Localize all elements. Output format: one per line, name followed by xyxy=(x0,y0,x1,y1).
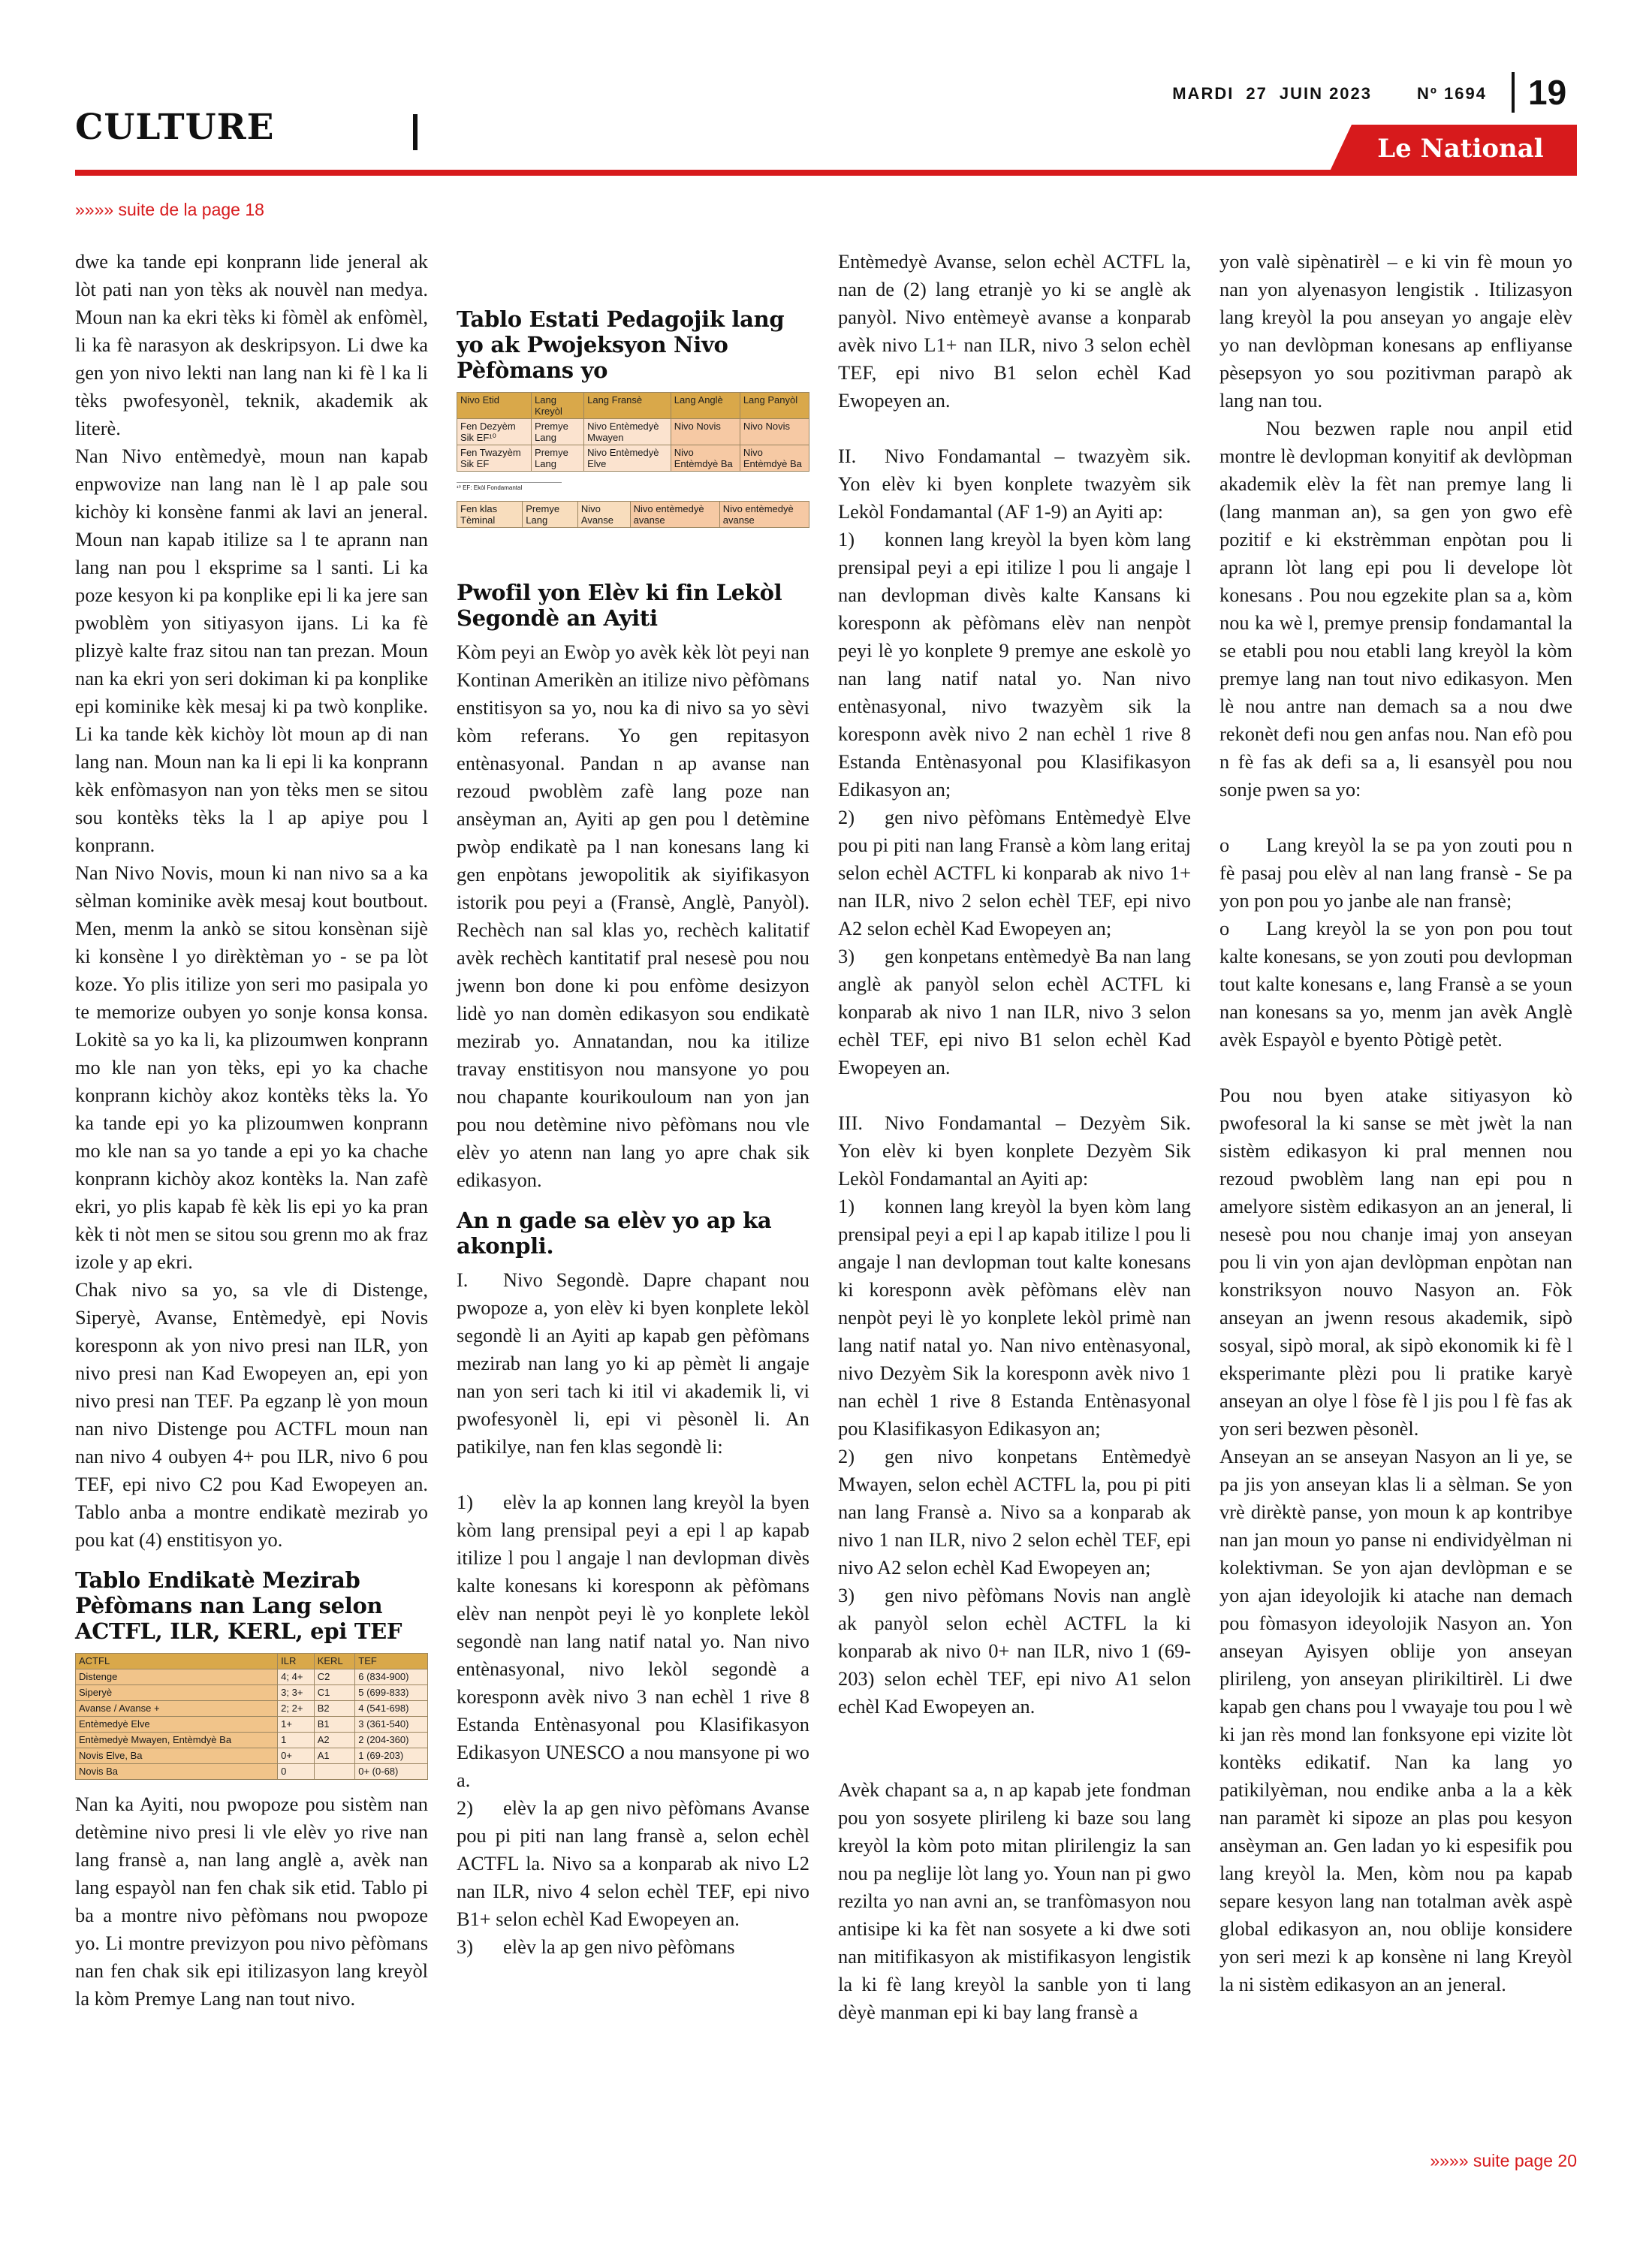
list-text: elèv la ap gen nivo pèfòmans xyxy=(503,1935,735,1958)
list-number: 1) xyxy=(838,528,855,550)
table-cell: Nivo entèmedyè avanse xyxy=(630,502,719,528)
table-cell: Premye Lang xyxy=(532,419,584,445)
bullet-item xyxy=(1219,831,1572,915)
table-cell: Nivo entèmedyè avanse xyxy=(719,502,809,528)
paragraph: Nan ka Ayiti, nou pwopoze pou sistèm nan detèmine nivo presi li vle elèv yo rive nan lang fransè a, nan lang anglè a, avèk nan lang espayòl nan fen chak sik etid. Tablo pi ba a montre nivo pèfòmans nou pwopoze yo. Li montre previzyon pou nivo pèfòmans nan fen chak sik epi itilizasyon lang kreyòl la kòm Premye Lang nan tout nivo. xyxy=(75,1793,428,2010)
column-1 xyxy=(75,248,428,2013)
table-cell: C1 xyxy=(314,1685,355,1701)
list-text: konnen lang kreyòl la byen kòm lang prensipal peyi a epi itilize l pou li angaje l nan devlopman divès kalte Kansans ki koresponn ak pèfòmans elèv nan nenpòt peyi lè yo konplete 9 premye ane eskolè yo nan lang natif natal yo. Nan nivo entènasyonal, nivo twazyèm sik la koresponn avèk nivo 2 nan echèl 1 rive 8 Estanda Entènasyonal pou Klasifikasyon Edikasyon an; xyxy=(838,528,1191,801)
table-cell: Entèmedyè Elve xyxy=(76,1717,278,1733)
table-cell: 1+ xyxy=(278,1717,315,1733)
table-cell: 2 (204-360) xyxy=(355,1733,428,1748)
table-cell xyxy=(314,1764,355,1780)
table-cell: 6 (834-900) xyxy=(355,1669,428,1685)
list-text: gen nivo pèfòmans Entèmedyè Elve pou pi piti nan lang Fransè a kòm lang eritaj selon echèl ACTFL ki konparab ak nivo 1+ nan ILR, nivo 2 selon echèl TEF, epi nivo A2 selon echèl Kad Ewopeyen an; xyxy=(838,806,1191,940)
paragraph: Nan Nivo entèmedyè, moun nan kapab enpwovize nan lang nan lè l ap pale sou kichòy ki konsène fanmi ak lavi an jeneral. Moun nan kapab itilize sa l te aprann nan lang nan pou l eksprime sa l santi. Li ka poze kesyon ki pa konplike epi li ka jere san pwoblèm yon sitiyasyon ijans. Li ka fè plizyè kalte fraz sitou nan tan prezan. Moun nan ka ekri yon seri dokiman ki pa konplike epi kominike kèk mesaj ki pa twò konplike. Li ka tande kèk kichòy lòt moun ap di nan lang nan. Moun nan ka li epi li ka konprann kèk enfòmasyon nan yon tèks men se sitou sou kontèks tèks la l ap apiye pou l konprann. xyxy=(75,445,428,856)
list-number: 2) xyxy=(838,806,855,828)
table-header: ACTFL xyxy=(76,1654,278,1669)
table-cell: 0+ xyxy=(278,1748,315,1764)
table-cell: Novis Ba xyxy=(76,1764,278,1780)
paragraph: Anseyan an se anseyan Nasyon an li ye, se pa jis yon anseyan klas li a sèlman. Se yon vrè dirèktè panse, yon moun k ap kontribye nan jan moun yo panse ni endividyèlman ni kolektivman. Se yon ajan devlòpman e se yon ajan ideyolojik ki atache nan demach pou fòmasyon ideyolojik Nasyon an. Yon anseyan Ayisyen oblije yon anseyan plirileng, yon anseyan plirikiltirèl. Li dwe kapab gen chans pou l vwayaje tou pou l wè ki jan rès mond lan fonksyone epi vizite lòt kontèks edikatif. Nan ka lang yo patikilyèman, nou endike anba a la a kèk nan paramèt ki sipoze an plas pou kesyon ansèyman an. Gen ladan yo ki espesifik pou lang kreyòl la. Men, kòm nou pa kapab separe kesyon lang nan totalman avèk aspè global edikasyon an, nou oblije konsidere yon seri mezi k ap konsène ni lang Kreyòl la ni sistèm edikasyon an an jeneral. xyxy=(1219,1445,1572,1995)
issue-number: Nº 1694 xyxy=(1417,84,1487,103)
table-cell: Premye Lang xyxy=(532,445,584,472)
paragraph xyxy=(838,526,1191,804)
column-4 xyxy=(1219,248,1572,1998)
table-cell: C2 xyxy=(314,1669,355,1685)
table-cell: Distenge xyxy=(76,1669,278,1685)
bullet-marker: o xyxy=(1219,917,1230,940)
paragraph xyxy=(457,1794,809,1933)
brand-name: Le National xyxy=(1377,134,1544,164)
table-row xyxy=(76,1669,428,1685)
table-row xyxy=(76,1733,428,1748)
table-cell: Entèmedyè Mwayen, Entèmdyè Ba xyxy=(76,1733,278,1748)
table-cell: Fen Twazyèm Sik EF xyxy=(457,445,532,472)
table-header: Nivo Etid xyxy=(457,393,532,419)
list-text: konnen lang kreyòl la byen kòm lang prensipal peyi a epi l ap kapab itilize l pou li angaje l nan devlopman tout kalte konesans ki koresponn avèk pèfòmans elèv nan nenpòt peyi lè yo konplete lekòl primè nan lang natif natal yo. Nan nivo entènasyonal, nivo Dezyèm Sik la koresponn avèk nivo 1 nan echèl 1 rive 8 Estanda Entènasyonal pou Klasifikasyon Edikasyon an; xyxy=(838,1195,1191,1440)
table-cell: Nivo Entèmdyè Ba xyxy=(671,445,740,472)
table-cell: 0+ (0-68) xyxy=(355,1764,428,1780)
table-row xyxy=(76,1717,428,1733)
paragraph xyxy=(457,1266,809,1461)
table-header: Lang Anglè xyxy=(671,393,740,419)
table-cell: 1 (69-203) xyxy=(355,1748,428,1764)
month-year: JUIN 2023 xyxy=(1279,84,1373,103)
table-cell: 3; 3+ xyxy=(278,1685,315,1701)
table-row xyxy=(457,502,809,528)
bullet-marker: o xyxy=(1219,834,1230,856)
list-number: 1) xyxy=(457,1491,473,1513)
paragraph xyxy=(457,1933,809,1961)
heading-achievements: An n gade sa elèv yo ap ka akonpli. xyxy=(457,1208,772,1259)
paragraph xyxy=(838,1193,1191,1443)
paragraph xyxy=(838,1443,1191,1582)
list-number: III. xyxy=(838,1111,863,1134)
paragraph: Entèmedyè Avanse, selon echèl ACTFL la, nan de (2) lang etranjè yo ki se anglè ak panyòl. Nivo entèmeyè avanse a konparab avèk nivo L1+ nan ILR, nivo 3 selon echèl TEF, epi nivo B1 selon echèl Kad Ewopeyen an. xyxy=(838,250,1191,412)
table-row xyxy=(457,445,809,472)
list-text: Nivo Fondamantal – twazyèm sik. Yon elèv ki byen konplete twazyèm sik Lekòl Fondamantal (AF 1-9) an Ayiti ap: xyxy=(838,445,1191,523)
list-text: Nivo Fondamantal – Dezyèm Sik. Yon elèv ki byen konplete Dezyèm Sik Lekòl Fondamantal an Ayiti ap: xyxy=(838,1111,1191,1190)
paragraph: Avèk chapant sa a, n ap kapab jete fondman pou yon sosyete plirileng ki baze sou lang kreyòl la kòm poto mitan plirilengiz la san nou pa neglije lòt lang yo. Youn nan pi gwo rezilta yo nan avni an, se tranfòmasyon nou antisipe ki ka fèt nan sosyete a ki dwe soti nan mitifikasyon ak mistifikasyon lengistik la ki fè lang kreyòl la sanble yon ti lang dèyè manman epi ki bay lang fransè a xyxy=(838,1778,1191,2023)
date-number: 27 xyxy=(1246,84,1268,103)
list-text: Nivo Segondè. Dapre chapant nou pwopoze a, yon elèv ki byen konplete lekòl segondè li an Ayiti ap kapab gen pèfòmans mezirab nan lang yo ki ap pèmèt li angaje nan yon seri tach ki itil vi akademik li, vi pwofesyonèl li, epi vi pèsonèl li. An patikilye, nan fen klas segondè li: xyxy=(457,1268,809,1458)
paragraph: Nou bezwen raple nou anpil etid montre lè devlopman konyitif ak devlòpman akademik elèv la fèt nan premye lang li (lang manman an), sa gen yon gwo efè pozitif e ki ekstrèmman enpòtan pou li aprann lòt lang epi pou li develope lòt konesans . Pou nou egzekite plan sa a, kòm nou ka wè l, premye prensip fondamantal la se etabli pou nou etabli lang kreyòl la kòm premye lang nan tout nivo edikasyon. Men lè nou antre nan demach sa a nou dwe rekonèt defi nou gen anfas nou. Nan efò pou n fè fas ak defi sa a, li esansyèl pou nou sonje pwen sa yo: xyxy=(1219,417,1572,801)
page-number-divider xyxy=(1512,72,1515,113)
bullet-text: Lang kreyòl la se pa yon zouti pou n fè pasaj pou elèv al nan lang fransè - Se pa yon pon pou yo janbe ale nan fransè; xyxy=(1219,834,1572,912)
list-text: elèv la ap konnen lang kreyòl la byen kòm lang prensipal peyi a epi l ap kapab itilize l pou l angaje l nan devlopman divès kalte konesans ki koresponn ak pèfòmans elèv nan nenpòt peyi lè yo konplete lekòl segondè nan lang natif natal yo. Nan nivo entènasyonal, nivo lekòl segondè a koresponn avèk nivo 3 nan echèl 1 rive 8 Estanda Entènasyonal pou Klasifikasyon Edikasyon UNESCO a nou mansyone pi wo a. xyxy=(457,1491,809,1791)
table-cell: Nivo Entèmedyè Elve xyxy=(584,445,671,472)
header-rule xyxy=(75,170,1577,176)
table-cell: 4 (541-698) xyxy=(355,1701,428,1717)
table-header: KERL xyxy=(314,1654,355,1669)
column-2 xyxy=(457,293,809,1961)
table-header-row xyxy=(457,393,809,419)
table-cell: 1 xyxy=(278,1733,315,1748)
list-number: 3) xyxy=(457,1935,473,1958)
status-table-continued xyxy=(457,501,809,528)
paragraph: Kòm peyi an Ewòp yo avèk kèk lòt peyi nan Kontinan Amerikèn an itilize nivo pèfòmans enstitisyon sa yo, nou ka di nivo sa yo sèvi kòm referans. Yo gen repitasyon entènasyonal. Pandan n ap avanse nan rezoud pwoblèm zafè lang poze nan ansèyman an, Ayiti ap gen pou l detèmine pwòp endikatè pa l nan konesans lang ki gen enpòtans jewopolitik ak siyifikasyon istorik pou peyi a (Fransè, Anglè, Panyòl). Rechèch nan sal klas yo, rechèch kalitatif avèk rechèch kantitatif pral nesesè pou nou jwenn bon done ki pou enfòme desizyon lidè yo nan domèn edikasyon sou endikatè mezirab yo. Annatandan, nou ka itilize travay enstitisyon nou mansyone yo pou nou chapante kourikouloum nan yon jan pou nou detèmine nivo pèfòmans nou vle elèv yo atenn nan lang yo apre chak sik edikasyon. xyxy=(457,641,809,1191)
paragraph: Nan Nivo Novis, moun ki nan nivo sa a ka sèlman kominike avèk mesaj kout boutbout. Men, menm la ankò se sitou konsènan sijè ki konsène l yo dirèktèman yo - se pa lòt koze. Yo plis itilize yon seri mo pasipala yo te memorize oubyen yo sonje konsa konsa. Lokitè sa yo ka li, ka plizoumwen konprann mo kle nan yon tèks, epi yo ka chache konprann kichòy akoz kontèks tèks la. Yo ka tande epi yo ka plizoumwen konprann mo kle nan sa yo tande a epi yo ka chache konprann kichòy akoz kontèks la. Nan zafè ekri, yo plis kapab fè kèk lis epi yo ka pran kèk ti nòt men se sitou sou grenn mo ak fraz izole y ap ekri. xyxy=(75,861,428,1273)
table-header-row xyxy=(76,1654,428,1669)
list-number: 2) xyxy=(457,1796,473,1819)
table-footnote: ¹⁰ EF: Ekòl Fondamantal xyxy=(457,482,562,492)
page-number: 19 xyxy=(1528,73,1567,112)
table-cell: A1 xyxy=(314,1748,355,1764)
paragraph: Chak nivo sa yo, sa vle di Distenge, Siperyè, Avanse, Entèmedyè, epi Novis koresponn ak yon nivo presi nan ILR, yon nivo presi nan Kad Ewopeyen an, epi yon nivo presi nan TEF. Pa egzanp lè yon moun nan nivo Distenge pou ACTFL moun nan nan nivo 4 oubyen 4+ pou ILR, nivo 6 pou TEF, epi nivo C2 pou Kad Ewopeyen an. Tablo anba a montre endikatè mezirab yo pou kat (4) enstitisyon yo. xyxy=(75,1278,428,1551)
list-number: II. xyxy=(838,445,857,467)
paragraph xyxy=(457,1488,809,1794)
table-row xyxy=(76,1701,428,1717)
list-number: I. xyxy=(457,1268,469,1291)
table-header: Lang Panyòl xyxy=(740,393,809,419)
table-cell: B2 xyxy=(314,1701,355,1717)
list-text: gen nivo pèfòmans Novis nan anglè ak panyòl selon echèl ACTFL la ki konparab ak nivo 0+ nan ILR, nivo 1 (69-203) selon echèl TEF, epi nivo A1 selon echèl Kad Ewopeyen an. xyxy=(838,1584,1191,1718)
heading-student-profile: Pwofil yon Elèv ki fin Lekòl Segondè an Ayiti xyxy=(457,580,782,631)
table-cell: 5 (699-833) xyxy=(355,1685,428,1701)
table-cell: Fen klas Tèminal xyxy=(457,502,523,528)
table-cell: Avanse / Avanse + xyxy=(76,1701,278,1717)
mezirab-table xyxy=(75,1653,428,1780)
heading-mezirab-table: Tablo Endikatè Mezirab Pèfòmans nan Lang selon ACTFL, ILR, KERL, epi TEF xyxy=(75,1567,402,1644)
status-table xyxy=(457,392,809,472)
list-text: gen nivo konpetans Entèmedyè Mwayen, selon echèl ACTFL la, pou pi piti nan lang Fransè a. Nivo sa a konparab ak nivo 1 nan ILR, nivo 2 selon echèl TEF, epi nivo A2 selon echèl Kad Ewopeyen an; xyxy=(838,1445,1191,1579)
bullet-item xyxy=(1219,915,1572,1054)
paragraph xyxy=(838,442,1191,526)
table-cell: Nivo Novis xyxy=(671,419,740,445)
table-header: Lang Kreyòl xyxy=(532,393,584,419)
list-number: 3) xyxy=(838,1584,855,1606)
continued-from: »»»» suite de la page 18 xyxy=(75,200,264,219)
list-number: 1) xyxy=(838,1195,855,1217)
paragraph xyxy=(838,1109,1191,1193)
table-cell: A2 xyxy=(314,1733,355,1748)
table-cell: 2; 2+ xyxy=(278,1701,315,1717)
table-header: ILR xyxy=(278,1654,315,1669)
heading-status-table: Tablo Estati Pedagojik lang yo ak Pwojeksyon Nivo Pèfòmans yo xyxy=(457,306,785,383)
table-row xyxy=(457,419,809,445)
list-text: gen konpetans entèmedyè Ba nan lang anglè ak panyòl selon echèl ACTFL ki konparab ak nivo 1 nan ILR, nivo 3 selon echèl TEF, epi nivo B1 selon echèl Kad Ewopeyen an. xyxy=(838,945,1191,1078)
table-cell: B1 xyxy=(314,1717,355,1733)
table-cell: Nivo Avanse xyxy=(577,502,630,528)
table-header: Lang Fransè xyxy=(584,393,671,419)
day: MARDI xyxy=(1172,84,1234,103)
paragraph xyxy=(838,1582,1191,1721)
table-cell: Nivo Novis xyxy=(740,419,809,445)
table-row xyxy=(76,1748,428,1764)
date-line xyxy=(1160,84,1487,104)
bullet-text: Lang kreyòl la se yon pon pou tout kalte konesans, se yon zouti pou devlopman tout kalte konesans e, lang Fransè a se youn nan konesans sa yo, menm jan avèk Anglè avèk Espayòl e byento Pòtigè petèt. xyxy=(1219,917,1572,1051)
table-cell: 4; 4+ xyxy=(278,1669,315,1685)
table-cell: 0 xyxy=(278,1764,315,1780)
continued-to: »»»» suite page 20 xyxy=(1430,2151,1577,2170)
table-cell: 3 (361-540) xyxy=(355,1717,428,1733)
table-cell: Nivo Entèmdyè Ba xyxy=(740,445,809,472)
table-cell: Novis Elve, Ba xyxy=(76,1748,278,1764)
list-number: 2) xyxy=(838,1445,855,1467)
table-row xyxy=(76,1764,428,1780)
paragraph xyxy=(838,943,1191,1081)
table-cell: Nivo Entèmedyè Mwayen xyxy=(584,419,671,445)
column-3 xyxy=(838,248,1191,2026)
paragraph xyxy=(838,804,1191,943)
list-number: 3) xyxy=(838,945,855,967)
table-cell: Siperyè xyxy=(76,1685,278,1701)
table-cell: Premye Lang xyxy=(523,502,578,528)
list-text: elèv la ap gen nivo pèfòmans Avanse pou pi piti nan lang fransè a, selon echèl ACTFL la. Nivo sa a konparab ak nivo L2 nan ILR, nivo 4 selon echèl TEF, epi nivo B1+ selon echèl Kad Ewopeyen an. xyxy=(457,1796,809,1930)
table-header: TEF xyxy=(355,1654,428,1669)
paragraph: dwe ka tande epi konprann lide jeneral ak lòt pati nan yon tèks ak nouvèl nan medya. Moun nan ka ekri tèks ki fòmèl ak enfòmèl, li ka fè narasyon ak deskripsyon. Li dwe ka gen yon nivo lekti nan lang nan ki fè l ka li tèks pwofesyonèl, teknik, akademik ak literè. xyxy=(75,250,428,439)
paragraph: Pou nou byen atake sitiyasyon kò pwofesoral la ki sanse se mèt jwèt la nan sistèm edikasyon ki pral mennen nou rezoud pwoblèm lang nan epi pou n amelyore sistèm edikasyon an an jeneral, li nesesè pou nou chanje imaj yon anseyan pou li vin yon ajan devlòpman enpòtan nan konstriksyon nouvo Nasyon an. Fòk anseyan an jwenn resous akademik, sipò sosyal, sipò moral, ak sipò ekonomik ki fè l eksperimante plèzi pou li pratike karyè anseyan an olye l fòse fè l jis pou l fè fas ak yon seri bezwen pèsonèl. xyxy=(1219,1084,1572,1440)
table-cell: Fen Dezyèm Sik EF¹⁰ xyxy=(457,419,532,445)
table-row xyxy=(76,1685,428,1701)
title-divider xyxy=(413,114,418,150)
paragraph: yon valè sipènatirèl – e ki vin fè moun yo nan yon alyenasyon lengistik . Itilizasyon lang kreyòl la pou anseyan yo angaje elèv yo nan devlòpman konesans ap enfliyanse pèsepsyon yo sou pozitivman parapò ak lang nan tou. xyxy=(1219,250,1572,412)
section-title: CULTURE xyxy=(75,107,275,148)
